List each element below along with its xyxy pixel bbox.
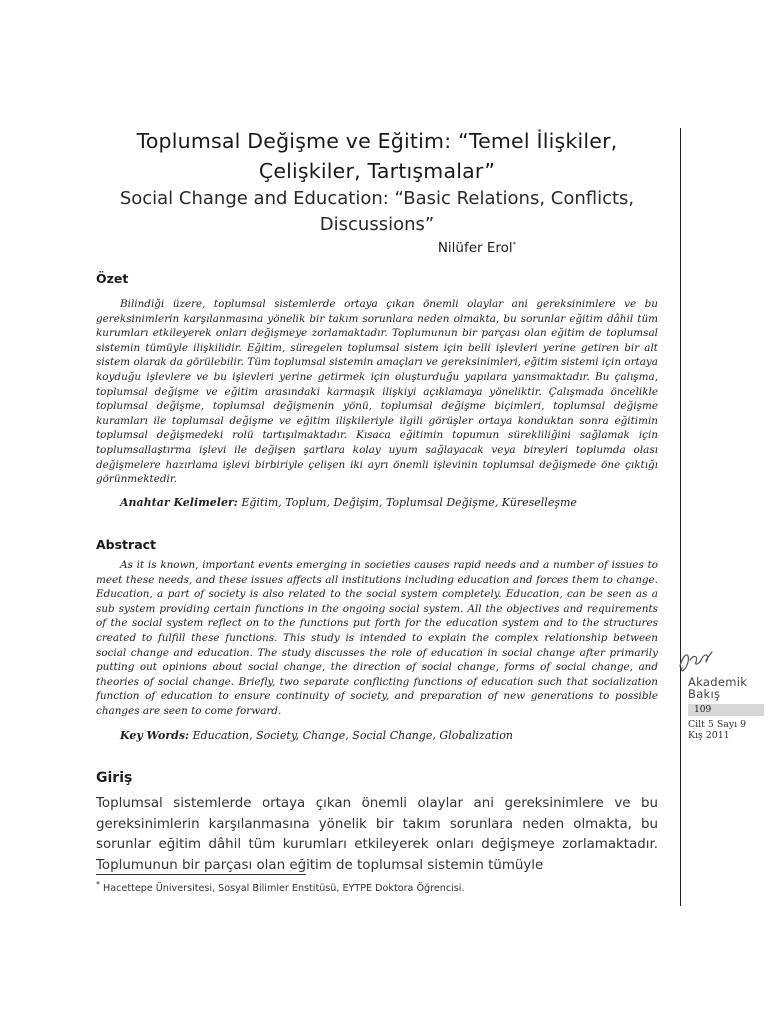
- ozet-text: Bilindiği üzere, toplumsal sistemlerde ortaya çıkan önemli olaylar ani gereksinimlere ve bu gereksinimlerin karşılanmasına yönelik bir takım sorunlara neden olmakta, bu sorunlar eğitim dâhil tüm kurumları etkileyerek onları değişmeye zorlamaktadır. Toplumunun bir parçası olan eğitim de toplumsal sistemin tümüyle ilişkilidir. Eğitim, süregelen toplumsal sistem için belli işlevleri yerine getiren bir alt sistem olarak da görülebilir. Tüm toplumsal sistemin amaçları ve gereksinimleri, eğitim sistemi için ortaya koyduğu işlevlere ve bu işlevleri yerine getirmek için oluşturduğu yapılara yansımaktadır. Bu çalışma, toplumsal değişme ve eğitim arasındaki karmaşık ilişkiyi açıklamaya yöneliktir. Çalışmada öncelikle toplumsal değişme, toplumsal değişmenin yönü, toplumsal değişme biçimleri, toplumsal değişme kuramları ile toplumsal değişme ve eğitim ilişkileriyle ilgili görüşler ortaya konduktan sonra eğitimin toplumsal değişmedeki rolü tartışılmaktadır. Kısaca eğitimin topumun sürekliliğini sağlamak için toplumsallaştırma işlevi ile değişen şartlara kolay uyum sağlayacak veya bireyleri toplumda olası değişmelere hazırlama işlevi birbiriyle çelişen iki ayrı önemli işlevinin toplumsal değişmede öne çıktığı görünmektedir.: [96, 298, 658, 486]
- issue-volume: Cilt 5 Sayı 9: [688, 719, 747, 730]
- abstract-keywords: [96, 728, 658, 743]
- ozet-keywords-label: Anahtar Kelimeler:: [120, 495, 238, 509]
- issue-info: [688, 720, 768, 741]
- footnote-text: Hacettepe Üniversitesi, Sosyal Bilimler Enstitüsü, EYTPE Doktora Öğrencisi.: [100, 883, 465, 895]
- page-number: 109: [688, 704, 764, 716]
- ozet-section: [96, 271, 658, 510]
- title-turkish: [92, 126, 662, 186]
- signature-icon: [676, 646, 716, 676]
- ozet-keywords: [96, 495, 658, 510]
- ozet-keywords-list: Eğitim, Toplum, Değişim, Toplumsal Değişme, Küreselleşme: [237, 495, 577, 509]
- title-en-line1: Social Change and Education: “Basic Relations, Conflicts,: [119, 188, 635, 209]
- abstract-keywords-label: Key Words:: [120, 728, 190, 742]
- abstract-text: As it is known, important events emerging in societies causes rapid needs and a number of issues to meet these needs, and these issues affects all institutions including education and forces them to change. Education, a part of society is also related to the social system completely. Education, can be seen as a sub system providing certain functions in the ongoing social system. All the objectives and requirements of the social system reflect on to the functions put forth for the education system and to the structures created to fulfill these functions. This study is intended to explain the complex relationship between social change and education. The study discusses the role of education in social change after primarily putting out opinions about social change, the direction of social change, forms of social change, and theories of social change. Briefly, two separate conflicting functions of education such that socialization function of education to ensure continuity of society, and preparation of new generations to possible changes are seen to come forward.: [96, 559, 658, 717]
- author-footnote-mark: *: [512, 240, 517, 249]
- author: [92, 240, 662, 256]
- title-block: [92, 126, 662, 256]
- title-tr-line1: Toplumsal Değişme ve Eğitim: “Temel İlişkiler,: [136, 129, 618, 153]
- intro-text: Toplumsal sistemlerde ortaya çıkan önemli olaylar ani gereksinimlere ve bu gereksinimlerin karşılanmasına yönelik bir takım sorunlara neden olmakta, bu sorunlar eğitim dâhil tüm kurumları etkileyerek onları değişmeye zorlamaktadır. Toplumunun bir parçası olan eğitim de toplumsal sistemin tümüyle: [96, 796, 658, 873]
- title-tr-line2: Çelişkiler, Tartışmalar”: [258, 159, 496, 183]
- journal-sidebar: [688, 676, 768, 741]
- journal-name-line1: Akademik: [688, 675, 748, 689]
- title-en-line2: Discussions”: [319, 214, 435, 235]
- margin-rule: [680, 128, 681, 906]
- footnote-divider: [96, 874, 306, 875]
- intro-heading: Giriş: [96, 770, 133, 786]
- abstract-keywords-list: Education, Society, Change, Social Change, Globalization: [189, 728, 513, 742]
- issue-season: Kış 2011: [688, 729, 730, 741]
- footnote: [96, 880, 656, 894]
- intro-section: [96, 770, 658, 876]
- author-name: Nilüfer Erol: [437, 240, 513, 256]
- title-english: [92, 186, 662, 238]
- footnote-mark: *: [96, 880, 100, 889]
- journal-name-line2: Bakış: [688, 687, 721, 701]
- ozet-heading: Özet: [96, 271, 129, 286]
- abstract-heading: Abstract: [96, 537, 157, 552]
- journal-name: [688, 676, 768, 700]
- abstract-section: [96, 537, 658, 743]
